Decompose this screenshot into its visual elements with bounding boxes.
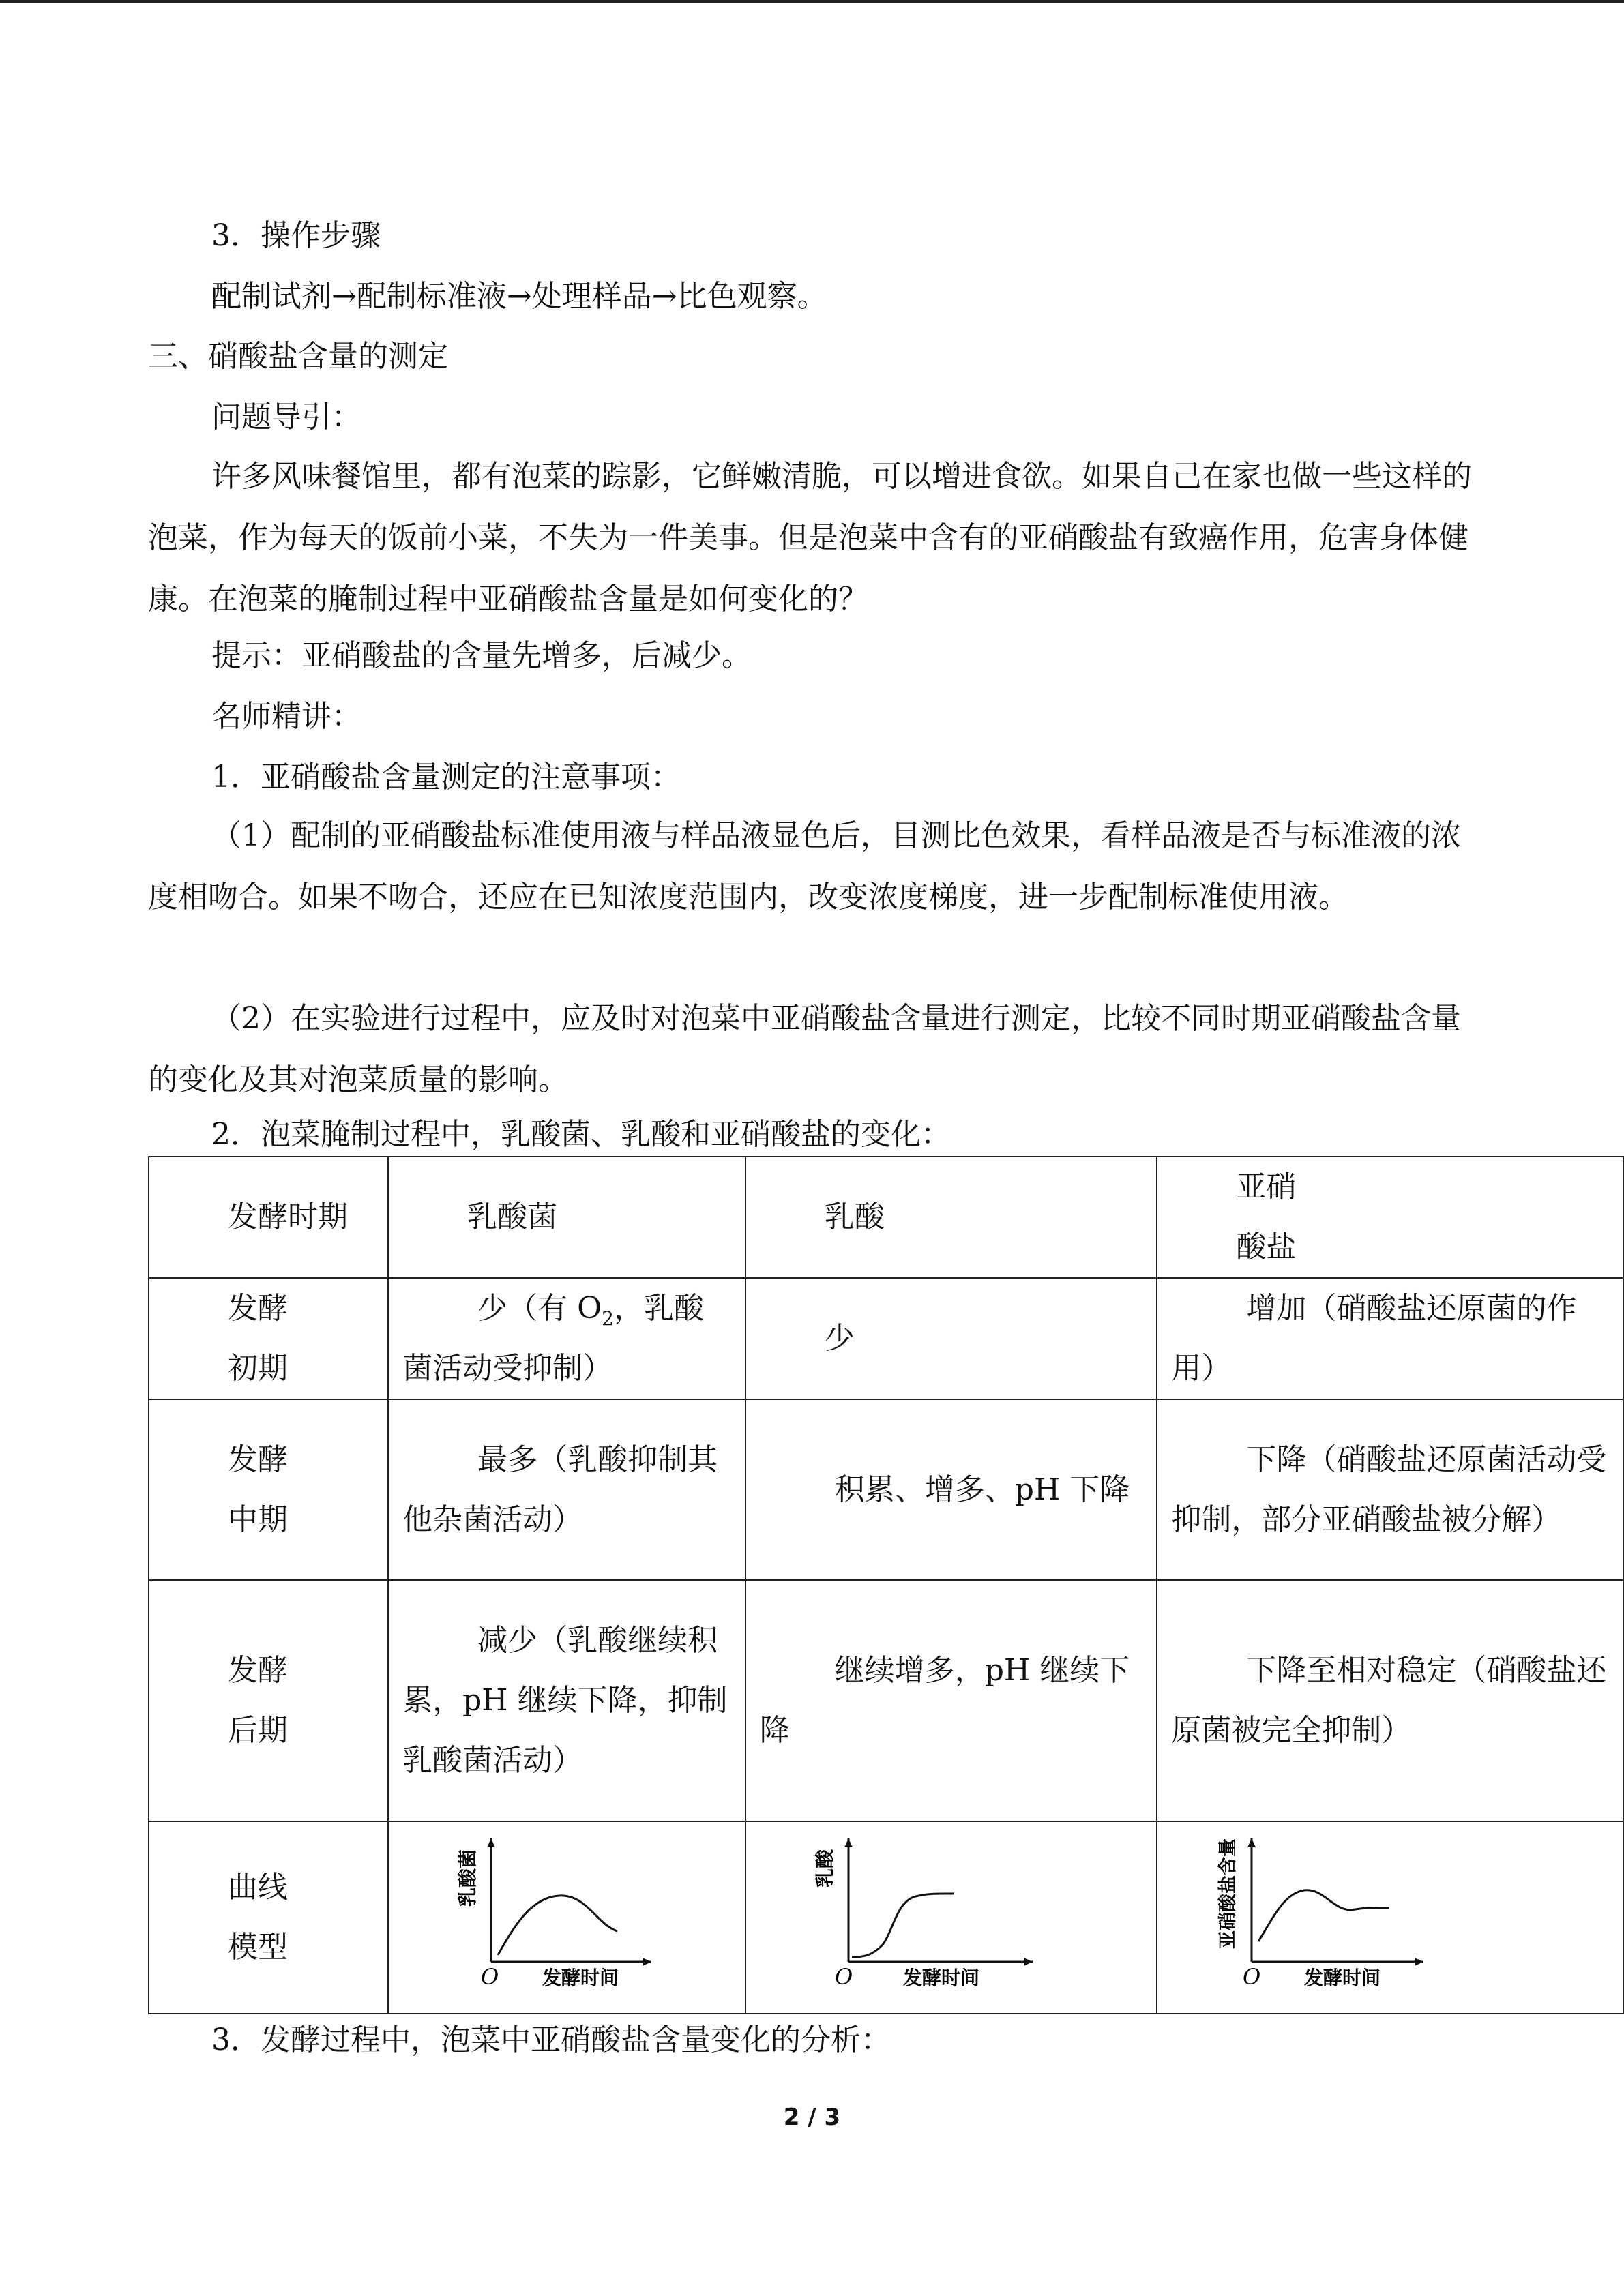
- header-acid-text: 乳酸: [824, 1199, 885, 1234]
- x-axis-arrow: [1024, 1958, 1033, 1966]
- question-paragraph: 许多风味餐馆里，都有泡菜的踪影，它鲜嫩清脆，可以增进食欲。如果自己在家也做一些这样的泡菜，作为每天的饭前小菜，不失为一件美事。但是泡菜中含有的亚硝酸盐有致癌作用，危害身体健康。在泡菜的腌制过程中亚硝酸盐含量是如何变化的？: [148, 459, 1472, 616]
- header-nitrite-line2: 酸盐: [1236, 1229, 1297, 1264]
- acid-middle-text: 积累、增多、pH 下降: [834, 1472, 1130, 1507]
- y-axis-arrow: [487, 1838, 495, 1847]
- graph1-ylabel: 乳酸菌: [456, 1849, 479, 1907]
- nitrite-curve: [1258, 1890, 1389, 1941]
- bacteria-middle-text: 最多（乳酸抑制其他杂菌活动）: [402, 1442, 718, 1537]
- period-middle-line1: 发酵: [228, 1442, 288, 1477]
- graph1-origin: O: [481, 1964, 499, 1990]
- header-period: [149, 1157, 388, 1278]
- acid-early-text: 少: [824, 1321, 855, 1356]
- graph2-origin: O: [834, 1964, 853, 1990]
- top-border: [0, 0, 1624, 3]
- bacteria-late: [388, 1580, 745, 1821]
- header-nitrite-line1: 亚硝: [1236, 1169, 1297, 1204]
- nitrite-curve-graph: [1157, 1822, 1579, 1993]
- header-bacteria: [388, 1157, 745, 1278]
- header-acid: [745, 1157, 1157, 1278]
- table-row-early: [149, 1278, 1623, 1399]
- bacteria-early-post: ，乳酸菌活动受抑制）: [402, 1291, 704, 1386]
- section3-heading: 三、硝酸盐含量的测定: [148, 339, 448, 374]
- curve-model-label: [149, 1821, 388, 2014]
- x-axis-arrow: [1415, 1958, 1423, 1966]
- graph2-ylabel: 乳酸: [813, 1849, 836, 1888]
- graph3-origin: O: [1243, 1964, 1261, 1990]
- step3-title: 3．操作步骤: [211, 218, 381, 253]
- period-late: [149, 1580, 388, 1821]
- acid-curve: [852, 1894, 954, 1957]
- period-middle-line2: 中期: [228, 1502, 288, 1537]
- table-header-row: [149, 1157, 1623, 1278]
- acid-curve-graph: [746, 1822, 1113, 1993]
- y-axis-arrow: [844, 1838, 853, 1847]
- fermentation-table: [148, 1156, 1624, 2014]
- note1-paragraph-2: （2）在实验进行过程中，应及时对泡菜中亚硝酸盐含量进行测定，比较不同时期亚硝酸盐含量的变化及其对泡菜质量的影响。: [148, 1001, 1461, 1097]
- acid-early: [745, 1278, 1157, 1399]
- table-row-late: [149, 1580, 1623, 1821]
- nitrite-late-text: 下降至相对稳定（硝酸盐还原菌被完全抑制）: [1171, 1653, 1607, 1748]
- note1-paragraph-1: （1）配制的亚硝酸盐标准使用液与样品液显色后，目测比色效果，看样品液是否与标准液的浓度相吻合。如果不吻合，还应在已知浓度范围内，改变浓度梯度，进一步配制标准使用液。: [148, 818, 1461, 914]
- graph2-xlabel: 发酵时间: [902, 1967, 979, 1989]
- graph1-xlabel: 发酵时间: [542, 1967, 619, 1989]
- period-early-line1: 发酵: [228, 1291, 288, 1326]
- period-middle: [149, 1399, 388, 1580]
- y-axis-arrow: [1247, 1838, 1256, 1847]
- acid-late: [745, 1580, 1157, 1821]
- note3-title: 3．发酵过程中，泡菜中亚硝酸盐含量变化的分析：: [211, 2023, 891, 2057]
- acid-middle: [745, 1399, 1157, 1580]
- question-guide-label: 问题导引：: [211, 400, 361, 434]
- header-bacteria-text: 乳酸菌: [467, 1199, 558, 1234]
- bacteria-middle: [388, 1399, 745, 1580]
- graph3-ylabel: 亚硝酸盐含量: [1217, 1838, 1239, 1949]
- table-row-middle: [149, 1399, 1623, 1580]
- note1-title: 1．亚硝酸盐含量测定的注意事项：: [211, 760, 681, 794]
- header-nitrite: [1157, 1157, 1623, 1278]
- bacteria-early-pre: 少（有 O: [477, 1291, 602, 1326]
- step3-body: 配制试剂→配制标准液→处理样品→比色观察。: [211, 279, 827, 314]
- note2-title: 2．泡菜腌制过程中，乳酸菌、乳酸和亚硝酸盐的变化：: [211, 1117, 951, 1152]
- graph-cell-nitrite: [1157, 1821, 1623, 2014]
- header-period-text: 发酵时期: [228, 1199, 348, 1234]
- nitrite-early: [1157, 1278, 1623, 1399]
- graph3-xlabel: 发酵时间: [1304, 1967, 1381, 1989]
- period-late-line1: 发酵: [228, 1653, 288, 1688]
- nitrite-early-text: 增加（硝酸盐还原菌的作用）: [1171, 1291, 1577, 1386]
- nitrite-middle-text: 下降（硝酸盐还原菌活动受抑制，部分亚硝酸盐被分解）: [1171, 1442, 1607, 1537]
- graph-cell-bacteria: [388, 1821, 745, 2014]
- graph-cell-acid: [745, 1821, 1157, 2014]
- period-early: [149, 1278, 388, 1399]
- nitrite-late: [1157, 1580, 1623, 1821]
- bacteria-curve-graph: [389, 1822, 701, 1993]
- curve-label-line2: 模型: [228, 1930, 288, 1965]
- period-early-line2: 初期: [228, 1351, 288, 1386]
- period-late-line2: 后期: [228, 1713, 288, 1748]
- acid-late-text: 继续增多，pH 继续下降: [759, 1653, 1130, 1748]
- x-axis-arrow: [643, 1958, 651, 1966]
- curve-label-line1: 曲线: [228, 1870, 288, 1905]
- bacteria-curve: [498, 1896, 617, 1955]
- oxygen-subscript: 2: [602, 1307, 614, 1330]
- bacteria-early: [388, 1278, 745, 1399]
- page-number: 2 / 3: [783, 2104, 841, 2131]
- bacteria-late-text: 减少（乳酸继续积累，pH 继续下降，抑制乳酸菌活动）: [402, 1623, 728, 1778]
- nitrite-middle: [1157, 1399, 1623, 1580]
- hint-line: 提示：亚硝酸盐的含量先增多，后减少。: [211, 638, 752, 673]
- teacher-label: 名师精讲：: [211, 699, 361, 734]
- table-row-curve: [149, 1821, 1623, 2014]
